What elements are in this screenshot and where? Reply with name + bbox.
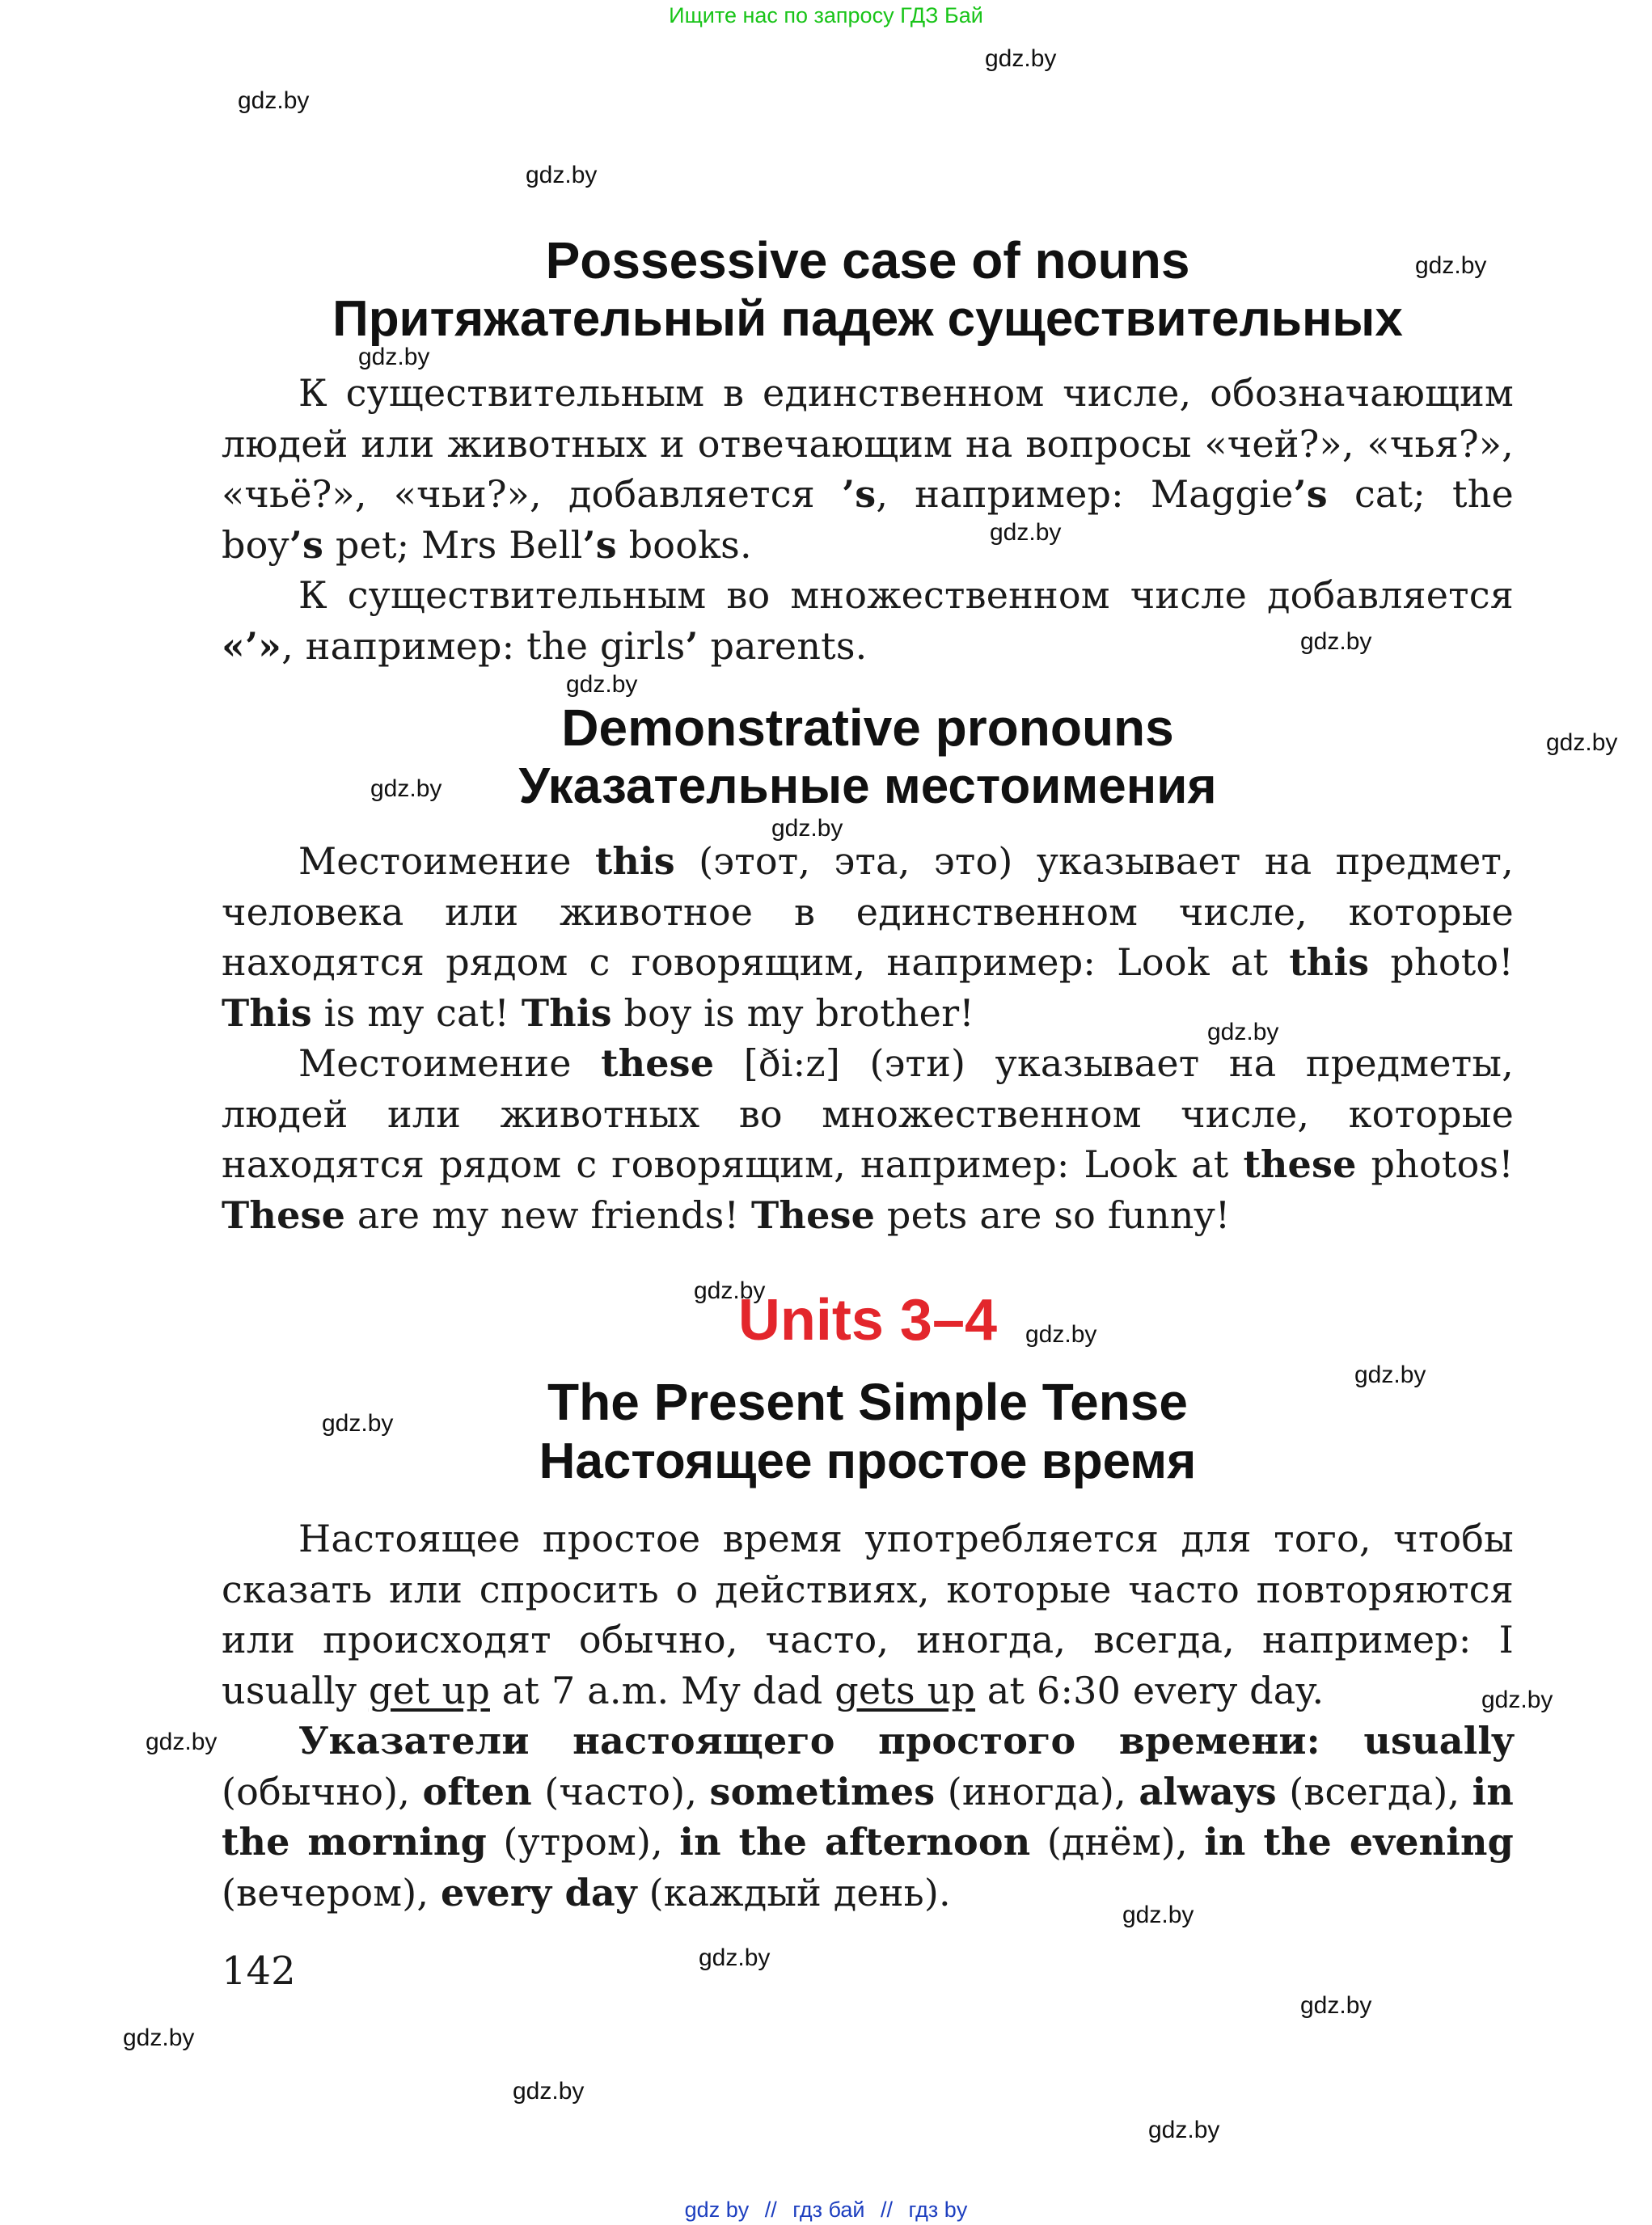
- watermark: gdz.by: [526, 162, 598, 188]
- watermark: gdz.by: [1300, 1992, 1372, 2019]
- watermark: gdz.by: [985, 45, 1057, 72]
- footer-link[interactable]: гдз бай: [792, 2198, 865, 2222]
- demonstrative-paragraph-2: Местоимение these [ði:z] (эти) указывает на предметы, людей или животных во множественном числе, которые находятся рядом с говорящим, например: Look at these photos! These are my new friends! These pets are so funny!: [222, 1041, 1514, 1237]
- possessive-paragraph-1: К существительным в единственном числе, обозначающим людей или животных и отвечающим на вопросы «чей?», «чья?», «чьё?», «чьи?», добавляется ’s, например: Maggie’s cat; the boy’s pet; Mrs Bell’s books.: [222, 371, 1514, 567]
- watermark: gdz.by: [370, 775, 442, 802]
- possessive-title-en: Possessive case of nouns: [545, 231, 1190, 289]
- present-simple-paragraph-2: Указатели настоящего простого времени: usually (обычно), often (часто), sometimes (иногда), always (всегда), in the morning (утром), in the afternoon (днём), in the evening (вечером), every day (каждый день).: [222, 1719, 1515, 1915]
- watermark: gdz.by: [1354, 1362, 1426, 1388]
- watermark: gdz.by: [1148, 2117, 1220, 2143]
- watermark: gdz.by: [1546, 729, 1618, 756]
- watermark: gdz.by: [1122, 1902, 1194, 1928]
- watermark: gdz.by: [146, 1729, 218, 1755]
- watermark: gdz.by: [990, 519, 1062, 546]
- demonstrative-body: [222, 836, 1514, 1240]
- watermark: gdz.by: [699, 1944, 771, 1971]
- units-label: Units 3–4: [737, 1288, 998, 1353]
- possessive-paragraph-2: К существительным во множественном числе добавляется «’», например: the girls’ parents.: [222, 573, 1514, 668]
- watermark: gdz.by: [513, 2078, 585, 2105]
- footer-separator: //: [764, 2198, 777, 2222]
- watermark: gdz.by: [322, 1410, 394, 1437]
- watermark: gdz.by: [771, 815, 843, 842]
- top-banner[interactable]: Ищите нас по запросу ГДЗ Бай: [669, 3, 983, 27]
- footer-link[interactable]: gdz by: [684, 2198, 750, 2222]
- page-number: 142: [222, 1948, 296, 1994]
- watermark: gdz.by: [238, 87, 310, 114]
- watermark: gdz.by: [694, 1277, 766, 1304]
- watermark: gdz.by: [566, 671, 638, 698]
- present-simple-title-en: The Present Simple Tense: [547, 1373, 1188, 1431]
- demonstrative-title-en: Demonstrative pronouns: [561, 699, 1174, 757]
- footer-link[interactable]: гдз by: [908, 2198, 968, 2222]
- footer-separator: //: [881, 2198, 894, 2222]
- watermark: gdz.by: [1207, 1019, 1279, 1045]
- watermark: gdz.by: [1415, 252, 1487, 279]
- demonstrative-title-ru: Указательные местоимения: [518, 758, 1217, 814]
- watermark: gdz.by: [1025, 1321, 1097, 1348]
- possessive-title-ru: Притяжательный падеж существительных: [332, 291, 1403, 347]
- present-simple-paragraph-1: Настоящее простое время употребляется для того, чтобы сказать или спросить о действиях, которые часто повторяются или происходят обычно, часто, иногда, всегда, например: I usually get up at 7 a.m. My dad gets up at 6:30 every day.: [222, 1517, 1514, 1712]
- watermark: gdz.by: [1300, 628, 1372, 655]
- watermark: gdz.by: [123, 2024, 195, 2051]
- footer-links: [0, 2198, 1652, 2223]
- present-simple-body: [222, 1514, 1514, 1918]
- watermark: gdz.by: [1481, 1687, 1553, 1713]
- demonstrative-paragraph-1: Местоимение this (этот, эта, это) указывает на предмет, человека или животное в единственном числе, которые находятся рядом с говорящим, например: Look at this photo! This is my cat! This boy is my brother!: [222, 839, 1514, 1035]
- possessive-body: [222, 368, 1514, 671]
- watermark: gdz.by: [358, 344, 430, 370]
- present-simple-title-ru: Настоящее простое время: [539, 1433, 1197, 1489]
